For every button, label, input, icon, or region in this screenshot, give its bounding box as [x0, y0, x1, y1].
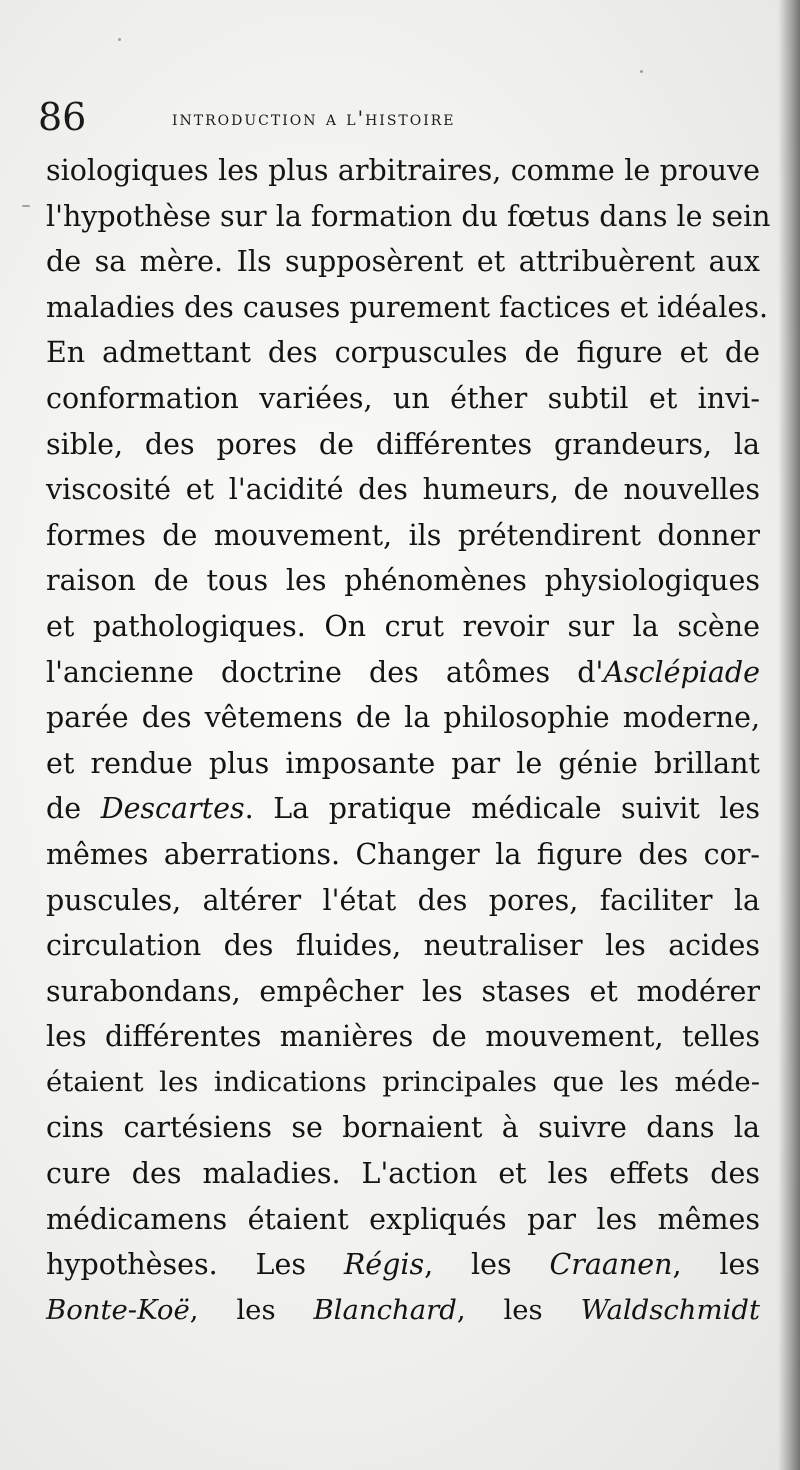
page-gutter-shadow [778, 0, 800, 1470]
text-line: l'ancienne doctrine des atômes d'Asclépiade [46, 655, 760, 689]
paper-speck [640, 70, 643, 73]
italic-name: Craanen [549, 1248, 673, 1282]
page-number: 86 [38, 95, 87, 139]
text-line: puscules, altérer l'état des pores, faciliter la [46, 883, 760, 917]
italic-name: Blanchard [313, 1293, 457, 1326]
text-line: En admettant des corpuscules de figure et de [46, 336, 760, 370]
page-header [38, 92, 738, 142]
italic-name: Régis [343, 1248, 425, 1282]
text-line: sible, des pores de différentes grandeurs, la [46, 427, 760, 461]
body-text [46, 148, 771, 1333]
text-line: étaient les indications principales que les méde- [46, 1065, 760, 1098]
text-line: surabondans, empêcher les stases et modérer [46, 974, 760, 1008]
text-line: circulation des fluides, neutraliser les acides [46, 929, 760, 963]
text-line: cins cartésiens se bornaient à suivre dans la [46, 1111, 760, 1145]
paper-speck [22, 205, 30, 207]
text-line: les différentes manières de mouvement, telles [46, 1020, 760, 1054]
italic-name: Waldschmidt [580, 1293, 760, 1326]
text-line: conformation variées, un éther subtil et invi- [46, 381, 760, 415]
text-line: maladies des causes purement factices et idéales. [46, 290, 769, 324]
text-line: de Descartes. La pratique médicale suivit les [46, 792, 760, 826]
text-line: de sa mère. Ils supposèrent et attribuèrent aux [46, 245, 760, 279]
italic-name: Asclépiade [603, 655, 760, 689]
text-line: et rendue plus imposante par le génie brillant [46, 746, 760, 780]
italic-name: Descartes [100, 792, 245, 826]
text-line: médicamens étaient expliqués par les mêmes [46, 1202, 760, 1236]
running-head: introduction a l'histoire [172, 106, 456, 130]
text-line: l'hypothèse sur la formation du fœtus dans le sein [46, 199, 771, 233]
text-line: raison de tous les phénomènes physiologiques [46, 564, 760, 598]
text-line: siologiques les plus arbitraires, comme le prouve [46, 154, 760, 187]
text-line: formes de mouvement, ils prétendirent donner [46, 518, 760, 552]
text-line: hypothèses. Les Régis, les Craanen, les [46, 1248, 760, 1282]
text-line: cure des maladies. L'action et les effets des [46, 1157, 760, 1191]
text-line: mêmes aberrations. Changer la figure des cor- [46, 837, 760, 871]
text-line: viscosité et l'acidité des humeurs, de nouvelles [46, 473, 760, 507]
paper-speck [118, 38, 121, 41]
italic-name: Bonte-Koë [46, 1293, 190, 1326]
text-line: Bonte-Koë, les Blanchard, les Waldschmidt [46, 1293, 760, 1326]
text-line: et pathologiques. On crut revoir sur la scène [46, 609, 760, 643]
text-line: parée des vêtemens de la philosophie moderne, [46, 701, 760, 735]
